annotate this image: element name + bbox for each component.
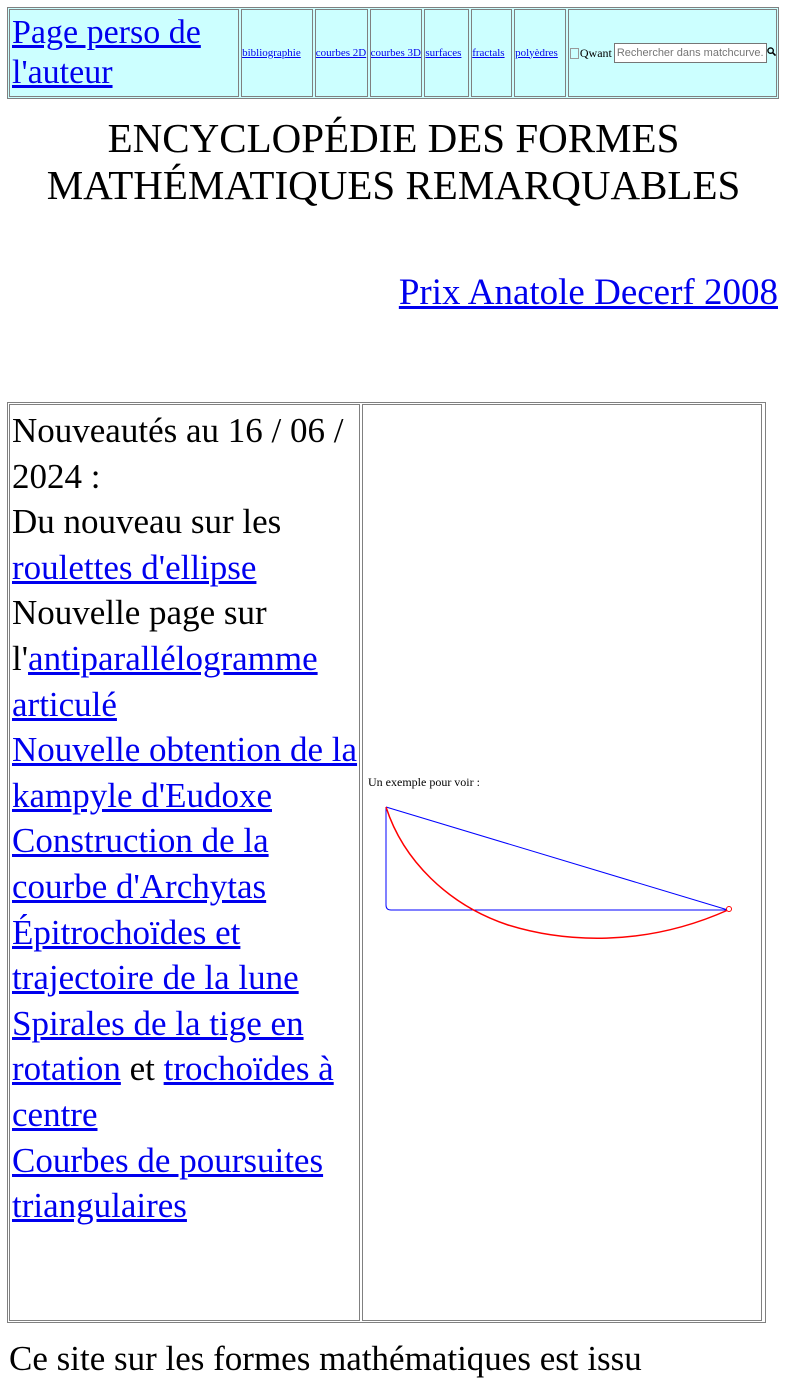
news-ellipse-prefix: Du nouveau sur les [12,502,282,542]
nav-cell-home [9,9,239,97]
page-title: ENCYCLOPÉDIE DES FORMES MATHÉMATIQUES REMARQUABLES [46,115,741,208]
example-cell [362,404,762,1321]
news-cell [9,404,360,1321]
top-nav-table [7,7,779,99]
epitrochoid-link[interactable]: Épitrochoïdes et trajectoire de la lune [12,912,299,998]
nav-cell-courbes-3d [370,9,423,97]
kampyle-link[interactable]: Nouvelle obtention de la kampyle d'Eudoxe [12,730,358,815]
qwant-logo[interactable] [570,46,612,61]
nav-cell-bibliographie [241,9,313,97]
author-home-link[interactable]: Page perso de l'auteur [12,14,201,91]
hypotenuse-line [386,807,728,910]
prize-link[interactable]: Prix Anatole Decerf 2008 [398,272,778,313]
archytas-link[interactable]: Construction de la courbe d'Archytas [12,821,269,906]
example-animation [363,790,761,970]
magnifier-icon [767,47,776,56]
search-input[interactable] [614,43,767,63]
traced-curve [386,807,728,938]
courbes-2d-link[interactable]: courbes 2D [315,46,367,59]
broken-image-icon [570,48,579,59]
nav-cell-courbes-2d [315,9,368,97]
news-anti-prefix: Nouvelle page sur l' [12,593,267,678]
nav-cell-fractals [471,9,512,97]
nav-cell-surfaces [424,9,469,97]
tracing-point [727,907,732,912]
trochoids-link[interactable]: trochoïdes à centre [12,1049,334,1134]
fractals-link[interactable]: fractals [472,46,505,59]
bibliographie-link[interactable]: bibliographie [242,46,301,59]
spirals-link[interactable]: Spirales de la tige en rotation [12,1003,304,1089]
qwant-alt-text: Qwant [579,45,612,60]
news-table [7,402,766,1323]
polyedres-link[interactable]: polyèdres [515,46,558,59]
search-button[interactable] [767,47,776,59]
nav-cell-search [568,9,777,97]
news-and: et [129,1049,155,1089]
pursuit-curves-link[interactable]: Courbes de poursuites triangulaires [12,1140,324,1226]
example-label: Un exemple pour voir : [368,775,480,789]
news-heading: Nouveautés au 16 / 06 / 2024 : [12,411,344,496]
ellipse-roulettes-link[interactable]: roulettes d'ellipse [12,547,257,587]
intro-text: Ce site sur les formes mathématiques est issu [9,1339,642,1378]
courbes-3d-link[interactable]: courbes 3D [370,46,421,59]
antiparallelogram-link[interactable]: antiparallélogramme articulé [12,638,318,724]
surfaces-link[interactable]: surfaces [425,46,462,59]
nav-cell-polyedres [514,9,566,97]
